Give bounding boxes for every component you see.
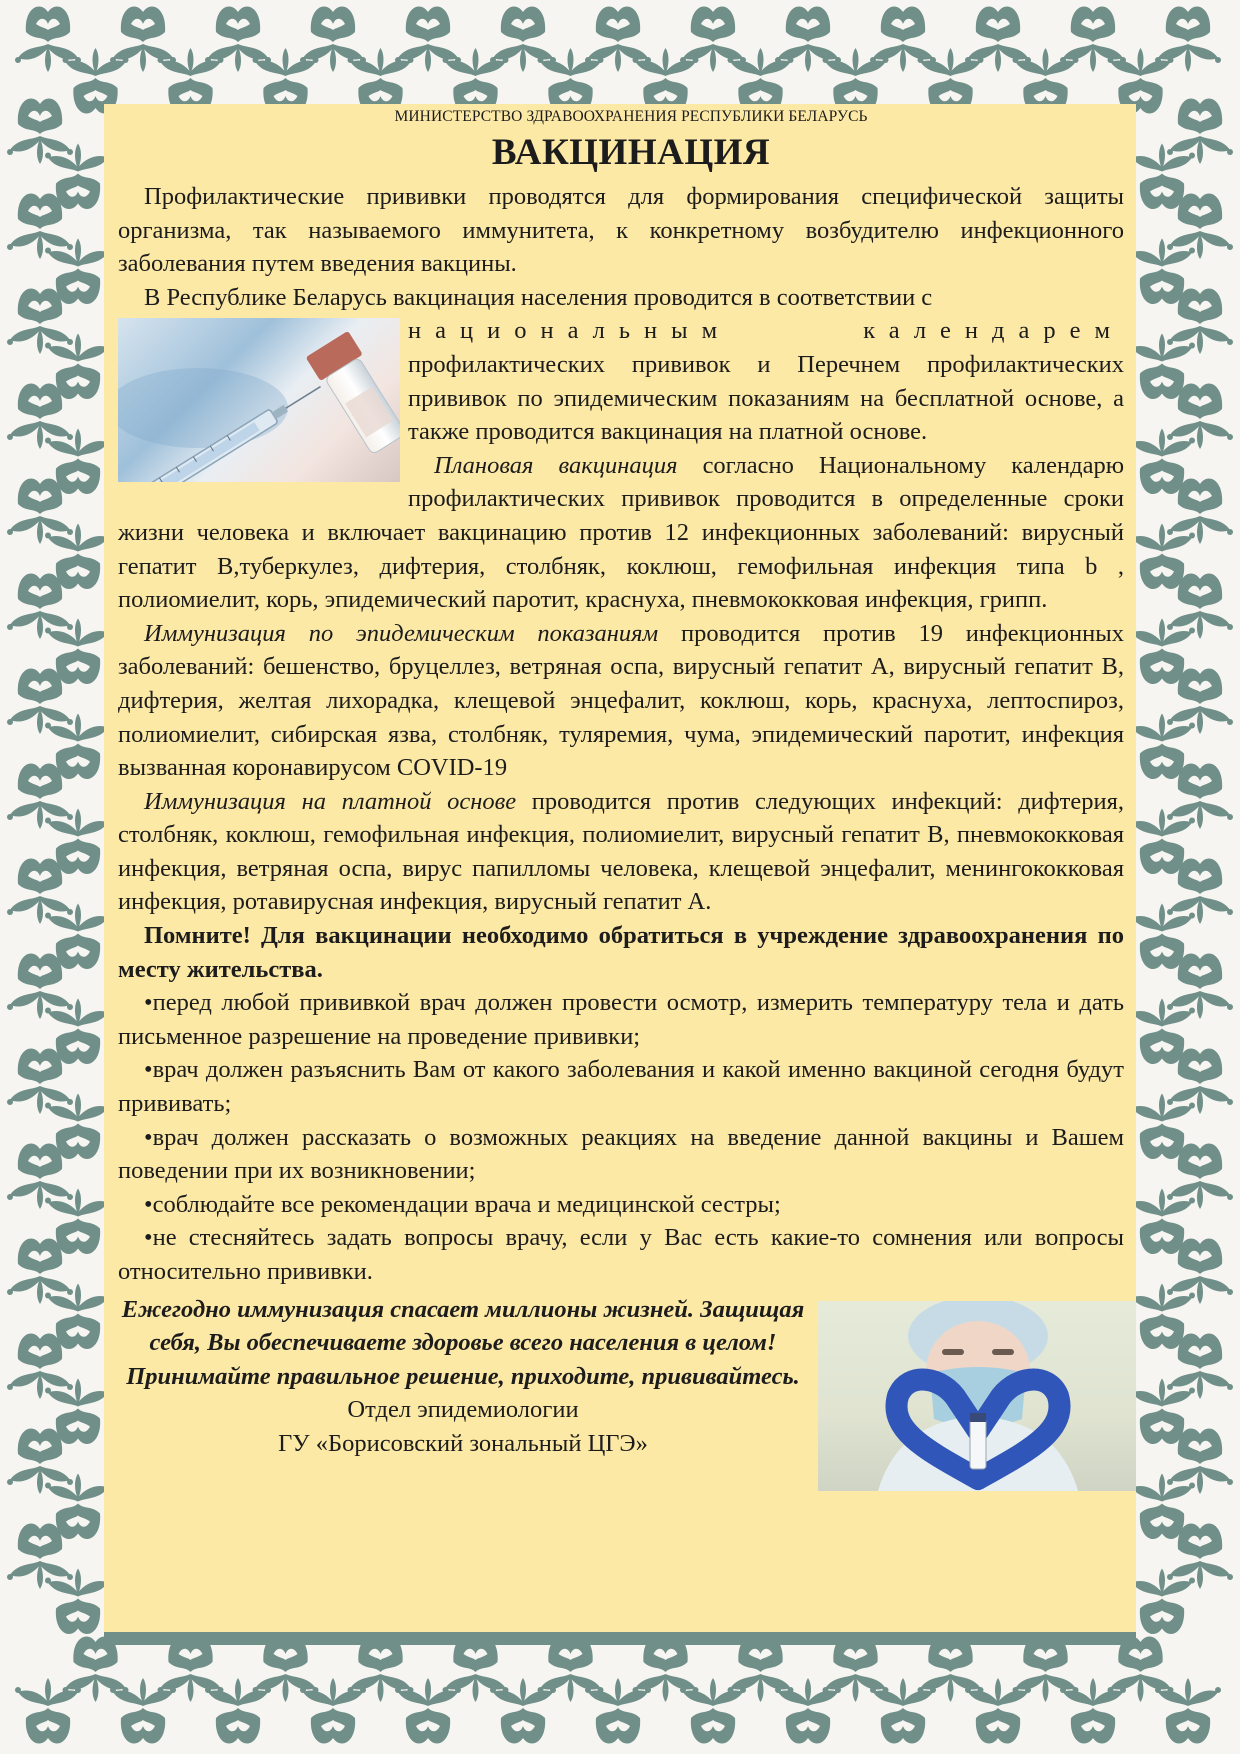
bullet-item: •перед любой прививкой врач должен провести осмотр, измерить температуру тела и дать письменное разрешение на проведение прививки; — [118, 989, 1124, 1050]
ministry-header: МИНИСТЕРСТВО ЗДРАВООХРАНЕНИЯ РЕСПУБЛИКИ БЕЛАРУСЬ — [394, 108, 868, 125]
paragraph-intro: Профилактические прививки проводятся для формирования специфической защиты организма, так называемого иммунитета, к конкретному возбудителю инфекционного заболевания путем введения вакцины. — [118, 183, 1124, 278]
planned-rest: согласно Национальному календарю профилактических прививок проводится в определенные сроки жизни человека и включает вакцинацию против 12 инфекционных заболеваний: вирусный гепатит В,туберкулез, дифтерия, столбняк, коклюш, гемофильная инфекция типа b , полиомиелит, корь, эпидемический паротит, краснуха, пневмококковая инфекция, грипп. — [118, 451, 1124, 614]
flower-ornament-icon — [7, 98, 73, 164]
epidemic-italic: Иммунизация по эпидемическим показаниям — [144, 619, 659, 647]
calendar-intro-text: В Республике Беларусь вакцинация населения проводится в соответствии с — [144, 283, 933, 311]
paragraph-epidemic — [118, 617, 1124, 785]
content-panel — [104, 104, 1136, 1645]
department: Отдел эпидемиологии — [347, 1396, 579, 1424]
doctor-heart-icon — [818, 1301, 1136, 1491]
slogan: Ежегодно иммунизация спасает миллионы жизней. Защищая себя, Вы обеспечиваете здоровье всего населения в целом! Принимайте правильное решение, приходите, прививайтесь. — [121, 1295, 805, 1390]
bullet-item: •врач должен разъяснить Вам от какого заболевания и какой именно вакциной сегодня будут прививать; — [118, 1056, 1124, 1118]
closing-text — [118, 1293, 808, 1461]
remember-paragraph: Помните! Для вакцинации необходимо обратиться в учреждение здравоохранения по месту жительства. — [118, 922, 1124, 983]
flower-ornament-icon — [45, 1569, 111, 1635]
bullet-item: •соблюдайте все рекомендации врача и медицинской сестры; — [144, 1190, 781, 1218]
flower-ornament-icon — [1129, 1569, 1195, 1635]
calendar-rest-text: профилактических прививок и Перечнем профилактических прививок по эпидемическим показаниям на бесплатной основе, а также проводится вакцинация на платной основе. — [408, 350, 1124, 446]
epidemic-rest: проводится против 19 инфекционных заболеваний: бешенство, бруцеллез, ветряная оспа, вирусный гепатит А, вирусный гепатит В, дифтерия, желтая лихорадка, клещевой энцефалит, коклюш, корь, краснуха, лептоспироз, полиомиелит, сибирская язва, столбняк, туляремия, чума, эпидемический паротит, инфекция вызванная коронавирусом COVID-19 — [118, 619, 1124, 782]
bottom-bar — [104, 1632, 1136, 1645]
syringe-icon — [118, 318, 400, 482]
flower-ornament-icon — [1167, 98, 1233, 164]
bullet-item: •не стесняйтесь задать вопросы врачу, если у Вас есть какие-то сомнения или вопросы относительно прививки. — [118, 1224, 1124, 1285]
body-text — [118, 180, 1124, 1289]
paragraph-calendar — [118, 281, 1124, 315]
closing-section — [118, 1293, 1124, 1513]
doctor-image — [818, 1301, 1136, 1491]
syringe-image — [118, 318, 400, 482]
bullet-item: •врач должен рассказать о возможных реакциях на введение данной вакцины и Вашем поведении при их возникновении; — [118, 1123, 1124, 1185]
paid-rest: проводится против следующих инфекций: дифтерия, столбняк, коклюш, гемофильная инфекция, полиомиелит, вирусный гепатит В, пневмококковая инфекция, ветряная оспа, вирус папилломы человека, клещевой энцефалит, менингококковая инфекция, ротавирусная инфекция, вирусный гепатит А. — [118, 787, 1124, 916]
paragraph-paid — [118, 785, 1124, 919]
calendar-spaced-text: национальным календарем — [408, 317, 1124, 345]
organization: ГУ «Борисовский зональный ЦГЭ» — [278, 1429, 648, 1457]
paid-italic: Иммунизация на платной основе — [144, 787, 517, 815]
planned-italic: Плановая вакцинация — [434, 451, 678, 479]
page-title: ВАКЦИНАЦИЯ — [491, 132, 771, 173]
